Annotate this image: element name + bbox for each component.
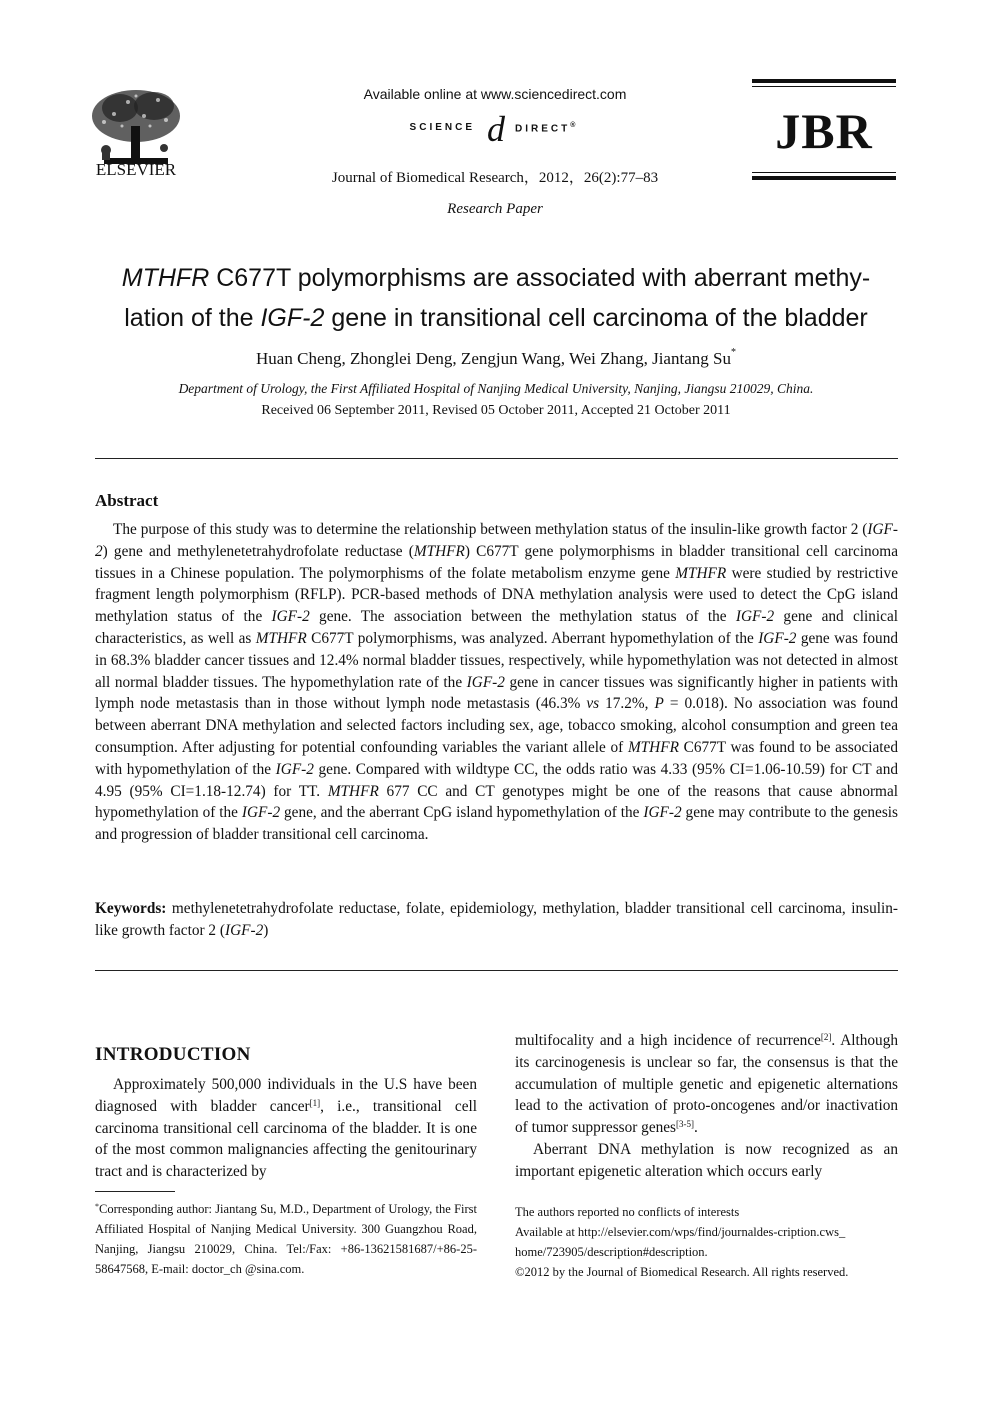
available-online-line: Available online at www.sciencedirect.com — [363, 86, 627, 102]
jbr-bottom-rule-thick — [752, 176, 896, 180]
abstract-text: gene. Compared with wildtype CC, the odds ratio was 4.33 (95% CI=1.06-10.59) for CT and 4.95 (95% CI=1.18-12.74) for TT. — [95, 760, 898, 800]
abstract-text: ) C677T gene polymorphisms in bladder transitional cell carcinoma tissues in a Chinese population. The polymorphisms of the folate metabolism enzyme gene — [95, 542, 898, 582]
abstract-term: MTHFR — [327, 782, 379, 800]
publication-notes — [515, 1202, 898, 1282]
sciencedirect-right-word: DIRECT® — [515, 122, 579, 135]
jbr-bottom-rule-thin — [752, 172, 896, 173]
abstract-term: IGF-2 — [271, 608, 310, 626]
abstract-term: IGF-2 — [466, 673, 505, 691]
footnote-rule — [95, 1191, 175, 1192]
abstract-body — [95, 519, 898, 846]
copyright-note: ©2012 by the Journal of Biomedical Research. All rights reserved. — [515, 1265, 849, 1279]
abstract-text: gene. The association between the methylation status of the — [309, 608, 736, 626]
abstract-text: gene in cancer tissues was significantly higher in patients with lymph node metastasis than in those without lymph node metastasis (46.3% — [95, 673, 898, 713]
abstract-text: 677 CC and CT genotypes might be one of the reasons that cause abnormal hypomethylation of the — [95, 782, 898, 822]
sciencedirect-logo — [330, 109, 660, 149]
jbr-top-rule-thick — [752, 79, 896, 83]
abstract-term: IGF-2 — [241, 804, 281, 822]
author-list: Huan Cheng, Zhonglei Deng, Zengjun Wang, Wei Zhang, Jiantang Su* — [256, 347, 736, 368]
introduction-heading: INTRODUCTION — [95, 1044, 251, 1065]
abstract-text: gene, and the aberrant CpG island hypomethylation of the — [280, 804, 644, 822]
received-dates: Received 06 September 2011, Revised 05 October 2011, Accepted 21 October 2011 — [261, 403, 731, 418]
abstract-text: gene may contribute to the genesis and progression of bladder transitional cell carcinoma. — [95, 804, 899, 844]
abstract-term: MTHFR — [255, 629, 307, 647]
divider-top — [95, 458, 898, 459]
abstract-text: 17.2%, — [599, 695, 655, 713]
keywords: Keywords: methylenetetrahydrofolate reductase, folate, epidemiology, methylation, bladder transitional cell carcinoma, insulin-like growth factor 2 (IGF-2) — [95, 900, 898, 939]
abstract-text: = 0.018). No association was found between aberrant DNA methylation and selected factors including sex, age, tobacco smoking, alcohol consumption and green tea consumption. After adjusting for potential confounding variables the variant allele of — [95, 695, 898, 756]
abstract-term: P — [654, 695, 664, 713]
journal-abbrev-logo: JBR — [775, 103, 873, 159]
corresponding-author-mark: * — [730, 347, 736, 358]
abstract-text: were studied by restrictive fragment length polymorphism (RFLP). PCR-based methods of DNA methylation analysis were used to detect the CpG island methylation status of the — [95, 564, 898, 626]
citation-1[interactable]: [1] — [309, 1097, 321, 1108]
intro-left-column: Approximately 500,000 individuals in the U.S have been diagnosed with bladder cancer[1], i.e., transitional cell carcinoma transitional cell carcinoma of the bladder. It is one of the most common malignancies affecting the genitourinary tract and is characterized by — [95, 1076, 477, 1181]
abstract-term: IGF-2 — [758, 629, 797, 647]
abstract-text: gene and clinical characteristics, as well as — [95, 608, 898, 647]
abstract-text: C677T polymorphisms, was analyzed. Aberrant hypomethylation of the — [306, 629, 759, 647]
article-title: MTHFR C677T polymorphisms are associated with aberrant methy- lation of the IGF-2 gene in transitional cell carcinoma of the bladder — [121, 264, 871, 332]
sciencedirect-left-word: SCIENCE — [409, 122, 475, 133]
journal-citation: Journal of Biomedical Research，2012，26(2):77–83 — [331, 170, 659, 186]
abstract-text: The purpose of this study was to determine the relationship between methylation status of the insulin-like growth factor 2 ( — [113, 521, 868, 538]
jbr-top-rule-thin — [752, 86, 896, 87]
abstract-term: IGF-2 — [95, 521, 898, 560]
keywords-label: Keywords: — [95, 900, 167, 917]
available-at-line1[interactable]: Available at http://elsevier.com/wps/find/journaldes-cription.cws_ — [515, 1225, 846, 1239]
abstract-term: vs — [586, 695, 600, 713]
abstract-text: ) gene and methylenetetrahydrofolate reductase ( — [102, 542, 414, 560]
citation-2[interactable]: [2] — [820, 1032, 832, 1042]
corresponding-author-footnote: *Corresponding author: Jiantang Su, M.D., Department of Urology, the First Affiliated Hospital of Nanjing Medical University. 300 Guangzhou Road, Nanjing, Jiangsu 210029, China. Tel:/Fax: +86-13621581687/+86-25-58647568, E-mail: doctor_ch @sina.com. — [95, 1202, 477, 1276]
available-at-line2[interactable]: home/723905/description#description. — [515, 1245, 708, 1259]
abstract-term: MTHFR — [627, 738, 679, 756]
conflicts-note: The authors reported no conflicts of interests — [515, 1205, 740, 1219]
abstract-term: IGF-2 — [275, 760, 314, 778]
abstract-text: C677T was found to be associated with hypomethylation of the — [95, 738, 898, 778]
intro-right-column: multifocality and a high incidence of recurrence[2]. Although its carcinogenesis is unclear so far, the consensus is that the accumulation of multiple genetic and epigenetic alternations lead to the activation of proto-oncogenes and/or inactivation of tumor suppressor genes[3-5]. Aberrant DNA methylation is now recognized as an important epigenetic alteration which occurs early — [515, 1032, 898, 1180]
elsevier-wordmark: ELSEVIER — [95, 160, 177, 179]
article-type: Research Paper — [447, 201, 543, 217]
abstract-term: IGF-2 — [643, 804, 682, 822]
abstract-heading: Abstract — [95, 491, 159, 510]
divider-bottom — [95, 970, 898, 971]
abstract-term: MTHFR — [413, 542, 465, 560]
abstract-text: gene was found in 68.3% bladder cancer tissues and 12.4% normal bladder tissues, respectively, while hypomethylation was not detected in almost all normal bladder tissues. The hypomethylation rate of the — [95, 629, 899, 691]
sciencedirect-at-icon: d — [487, 109, 505, 149]
abstract-term: MTHFR — [675, 564, 727, 582]
abstract-term: IGF-2 — [735, 608, 775, 626]
citation-3-5[interactable]: [3-5] — [676, 1119, 695, 1130]
author-affiliation: Department of Urology, the First Affiliated Hospital of Nanjing Medical University, Nanjing, Jiangsu 210029, China. — [178, 381, 814, 396]
